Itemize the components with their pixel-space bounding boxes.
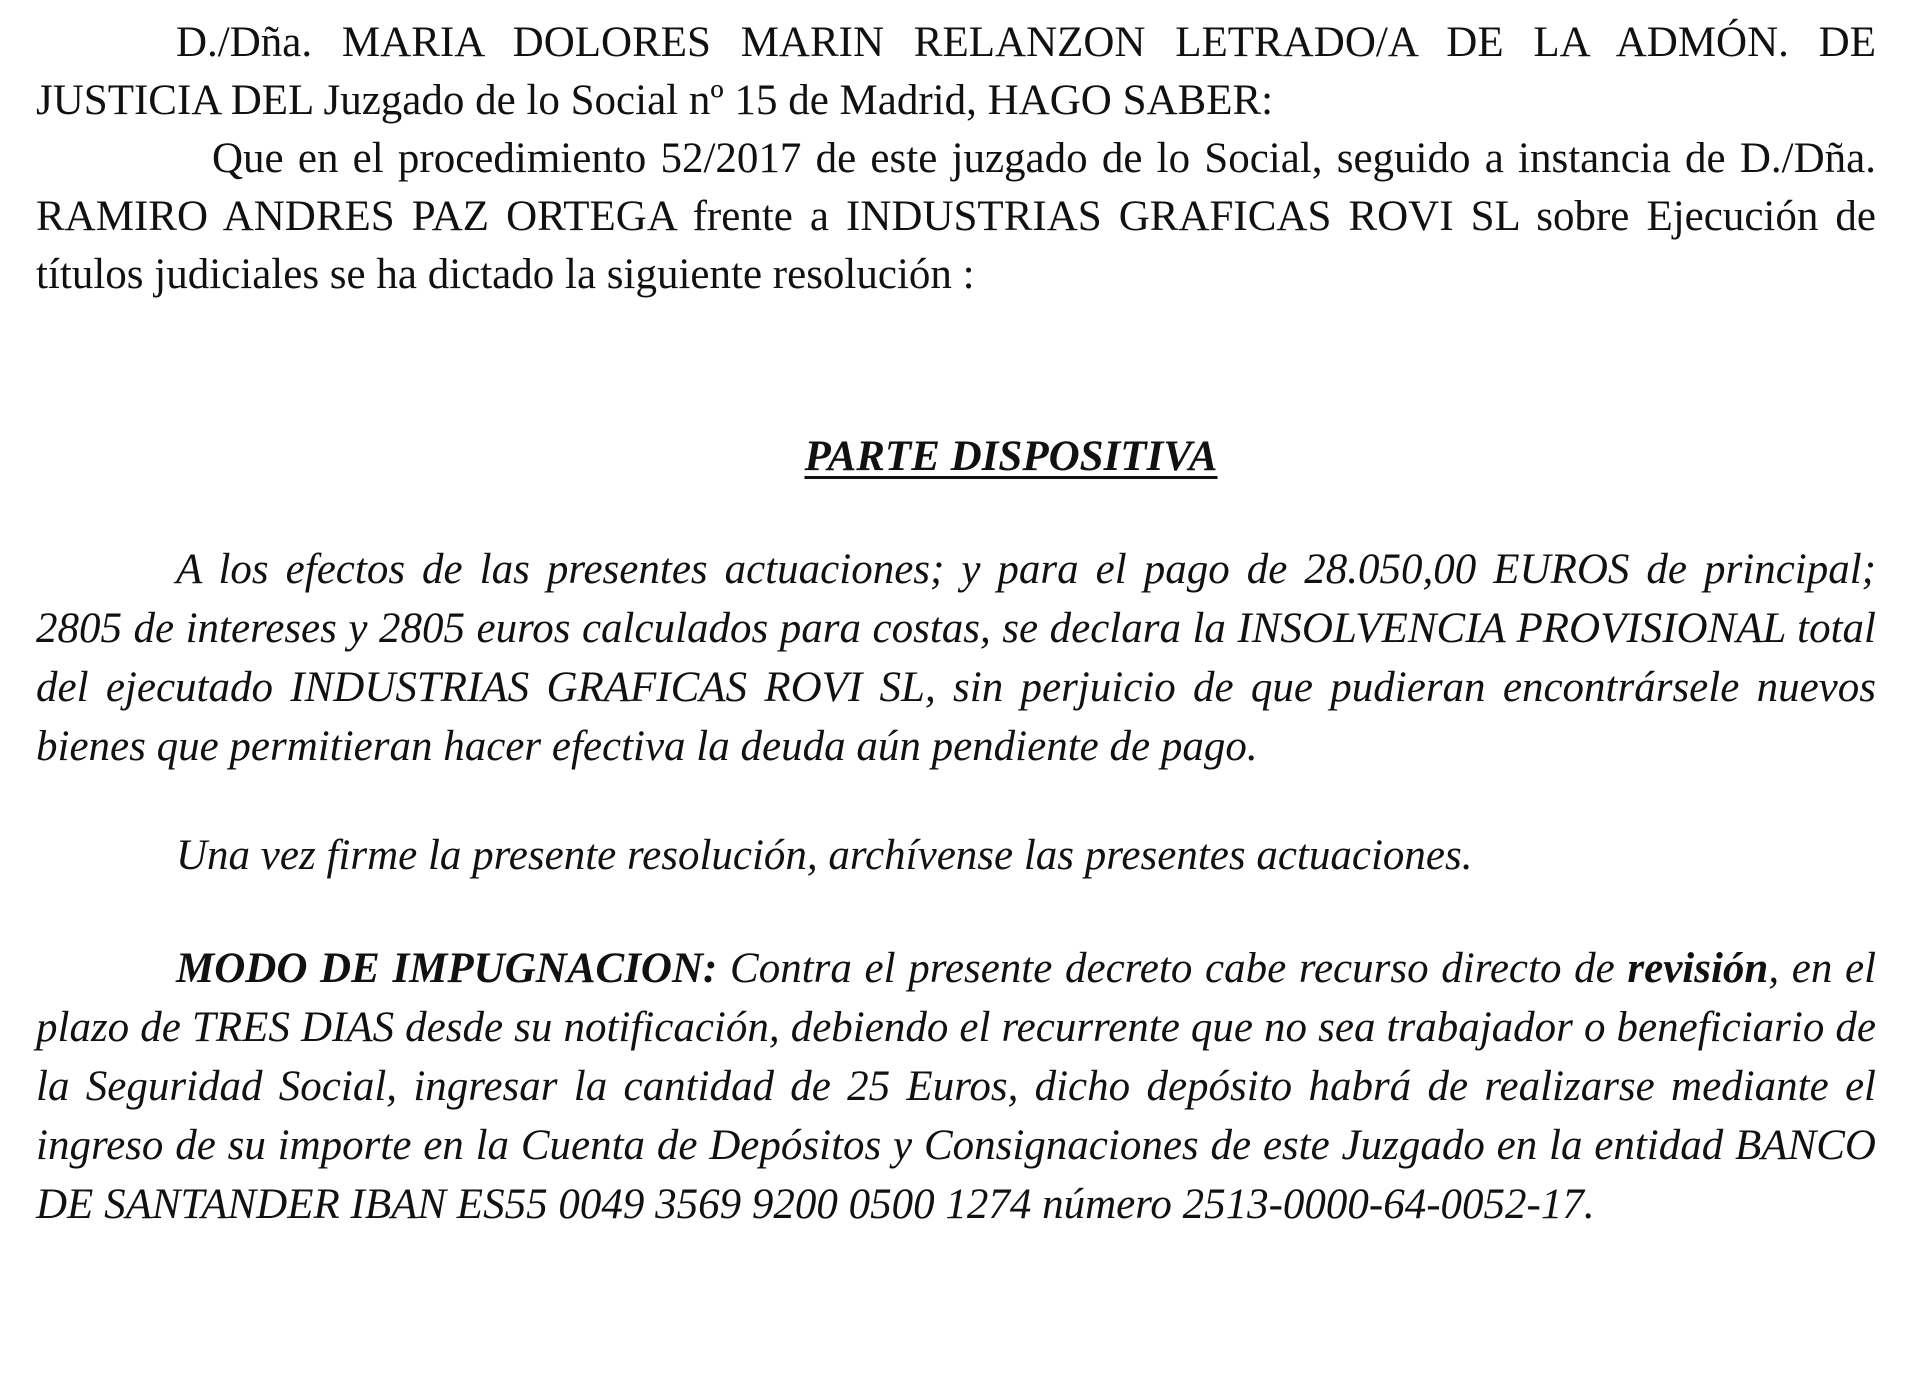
impugnacion-text-a: Contra el presente decreto cabe recurso directo de (717, 945, 1628, 992)
document-page (36, 14, 1876, 1234)
dispositiva-paragraph-1: A los efectos de las presentes actuaciones; y para el pago de 28.050,00 EUROS de principal; 2805 de intereses y 2805 euros calculados para costas, se declara la INSOLVENCIA PROVISIONAL total del ejecutado INDUSTRIAS GRAFICAS ROVI SL, sin perjuicio de que pudieran encontrársele nuevos bienes que permitieran hacer efectiva la deuda aún pendiente de pago. (36, 546, 1876, 770)
impugnacion-text-b: , en el plazo de TRES DIAS desde su notificación, debiendo el recurrente que no sea trabajador o beneficiario de la Seguridad Social, ingresar la cantidad de 25 Euros, dicho depósito habrá de realizarse mediante el ingreso de su importe en la Cuenta de Depósitos y Consignaciones de este Juzgado en la entidad BANCO DE SANTANDER IBAN ES55 0049 3569 9200 0500 1274 número 2513-0000-64-0052-17. (36, 945, 1877, 1228)
impugnacion-paragraph (36, 939, 1876, 1234)
section-heading: PARTE DISPOSITIVA (804, 433, 1218, 480)
intro-paragraph-2: Que en el procedimiento 52/2017 de este juzgado de lo Social, seguido a instancia de D./Dña. RAMIRO ANDRES PAZ ORTEGA frente a INDUSTRIAS GRAFICAS ROVI SL sobre Ejecución de títulos judiciales se ha dictado la siguiente resolución : (36, 135, 1876, 298)
impugnacion-bold-word: revisión (1627, 945, 1769, 992)
dispositiva-paragraph-2: Una vez firme la presente resolución, archívense las presentes actuaciones. (176, 832, 1473, 879)
impugnacion-label: MODO DE IMPUGNACION: (176, 945, 718, 992)
intro-paragraph-1: D./Dña. MARIA DOLORES MARIN RELANZON LETRADO/A DE LA ADMÓN. DE JUSTICIA DEL Juzgado de lo Social nº 15 de Madrid, HAGO SABER: (36, 19, 1876, 124)
